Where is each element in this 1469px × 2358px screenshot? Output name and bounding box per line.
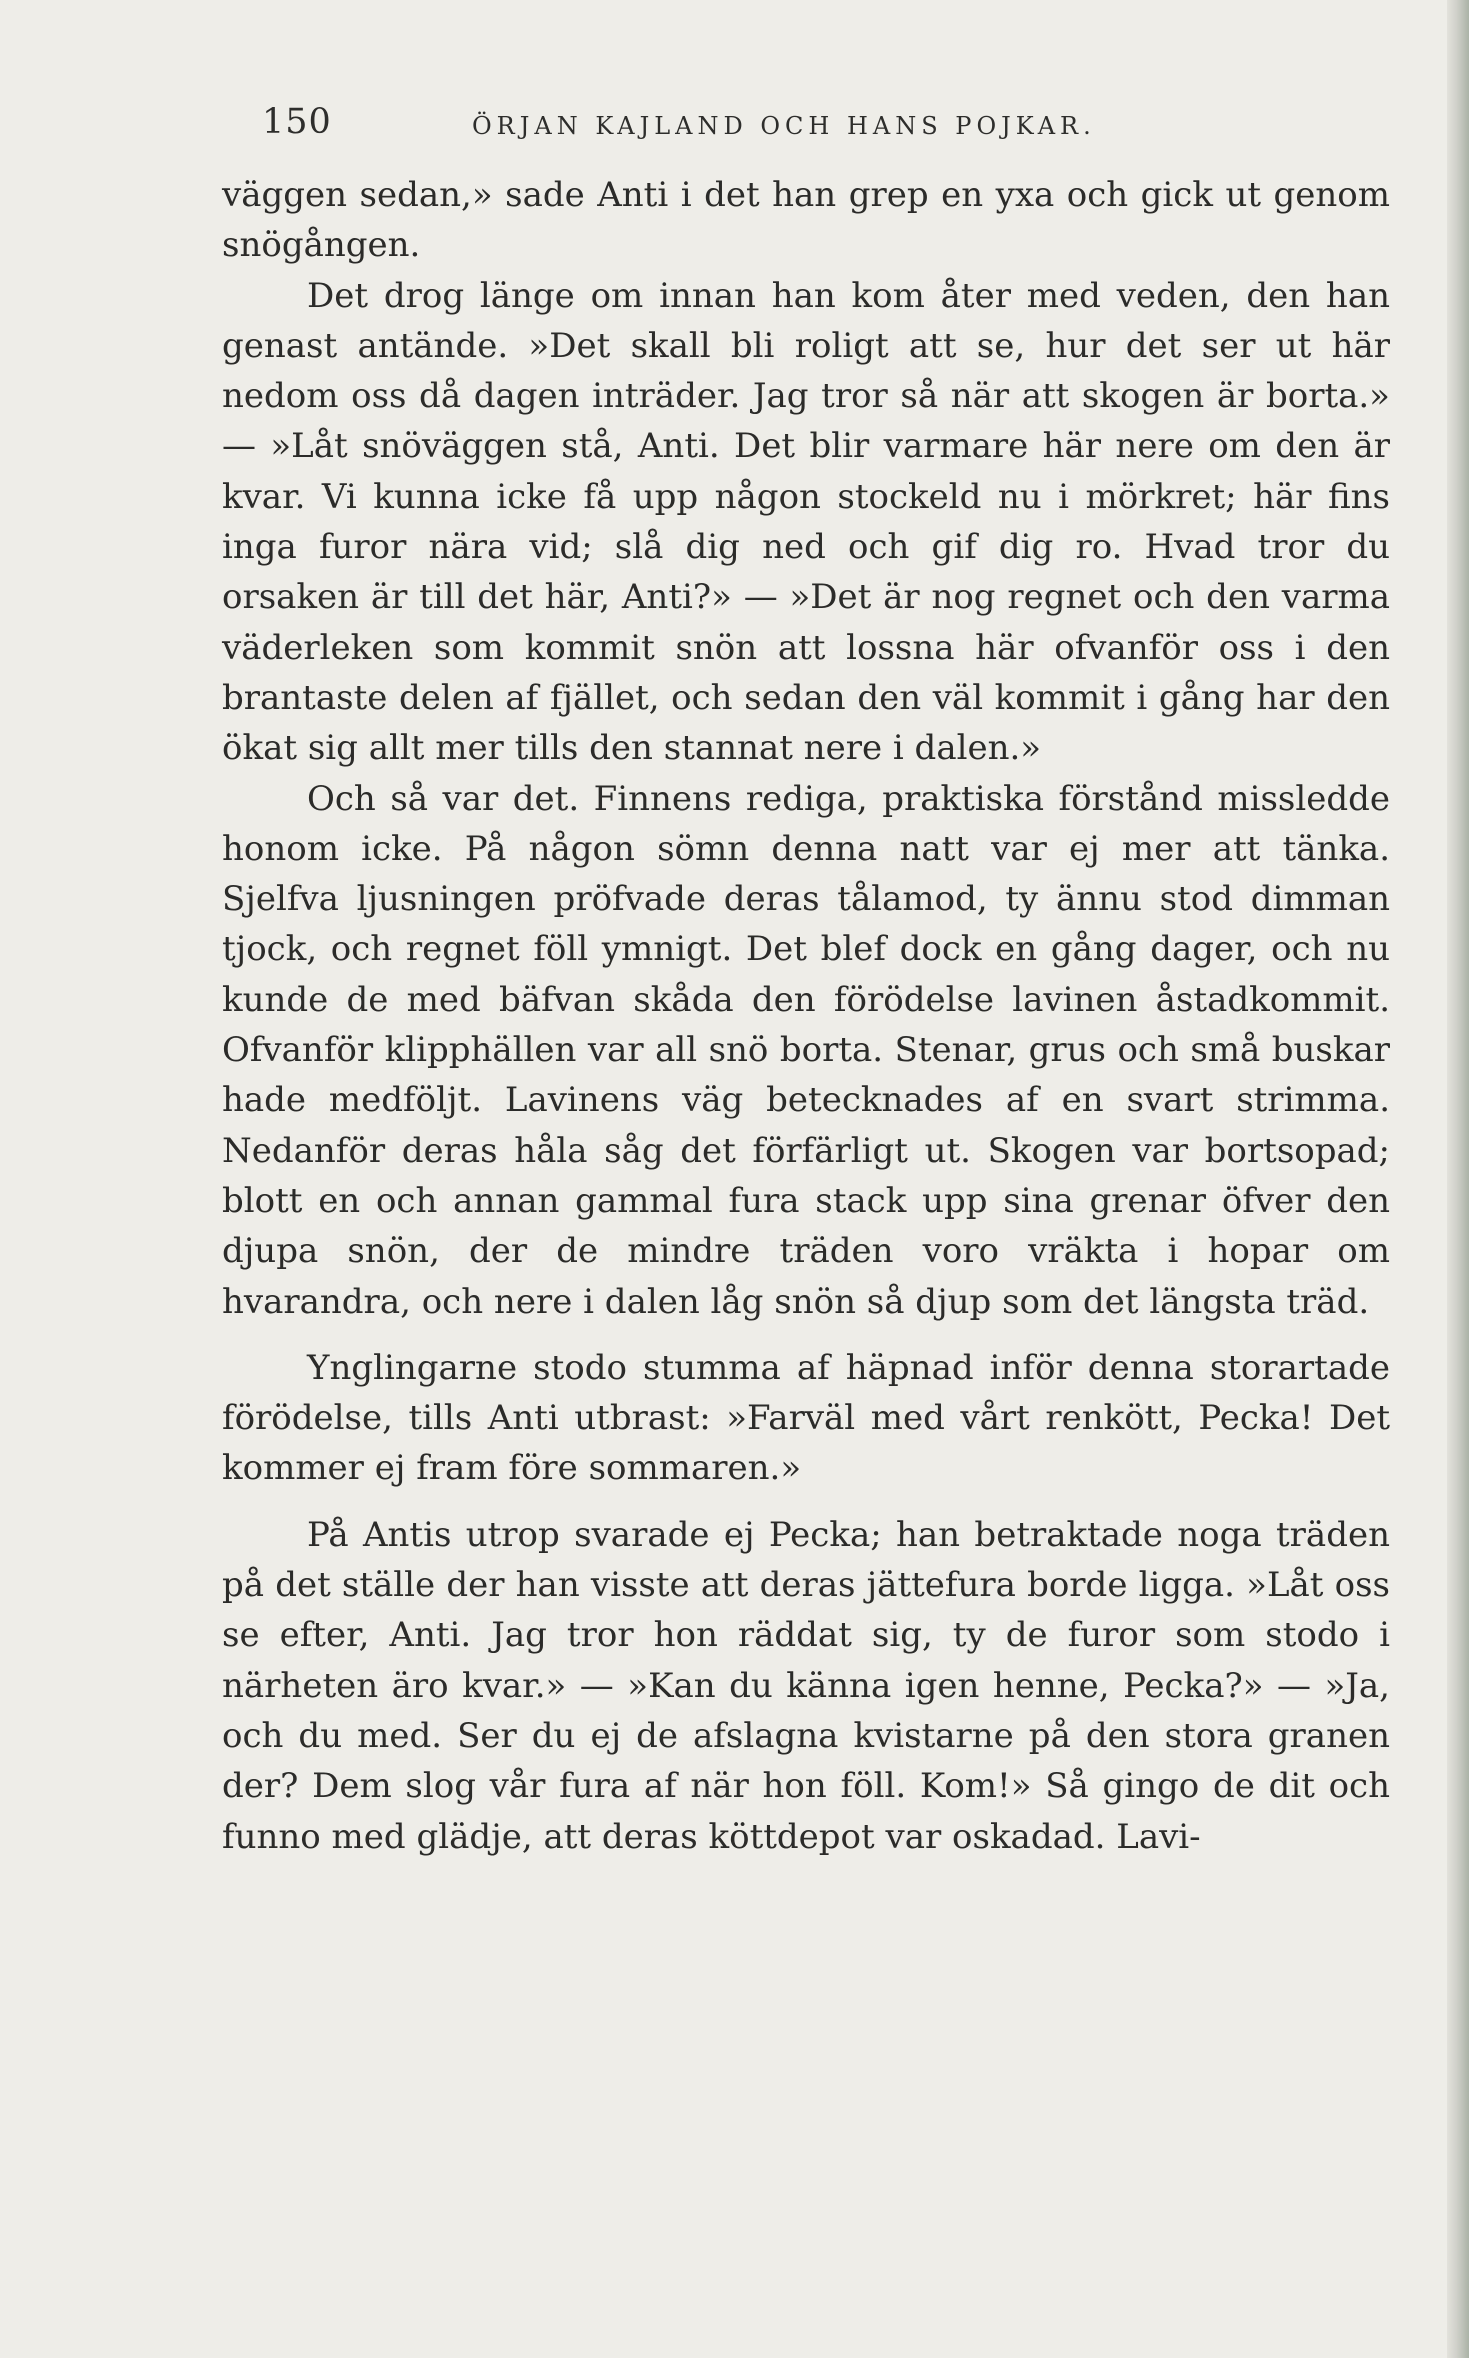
paragraph: Det drog länge om innan han kom åter med veden, den han genast antände. »Det skall bli roligt att se, hur det ser ut här nedom oss då dagen inträder. Jag tror så när att skogen är borta.» — »Låt snöväggen stå, Anti. Det blir varmare här nere om den är kvar. Vi kunna icke få upp någon stockeld nu i mörkret; här fins inga furor nära vid; slå dig ned och gif dig ro. Hvad tror du orsaken är till det här, Anti?» — »Det är nog regnet och den varma väderleken som kommit snön att lossna här ofvanför oss i den brantaste delen af fjället, och sedan den väl kommit i gång har den ökat sig allt mer tills den stannat nere i dalen.» bbox=[222, 275, 1390, 769]
running-header bbox=[262, 102, 1392, 146]
paragraph: Och så var det. Finnens rediga, praktiska förstånd missledde honom icke. På någon sömn denna natt var ej mer att tänka. Sjelfva ljusningen pröfvade deras tålamod, ty ännu stod dimman tjock, och regnet föll ymnigt. Det blef dock en gång dager, och nu kunde de med bäfvan skåda den förödelse lavinen åstadkommit. Ofvanför klipphällen var all snö borta. Stenar, grus och små buskar hade medföljt. Lavinens väg betecknades af en svart strimma. Nedanför deras håla såg det förfärligt ut. Skogen var bortsopad; blott en och annan gammal fura stack upp sina grenar öfver den djupa snön, der de mindre träden voro vräkta i hopar om hvarandra, och nere i dalen låg snön så djup som det längsta träd. bbox=[222, 778, 1390, 1322]
running-title: ÖRJAN KAJLAND OCH HANS POJKAR. bbox=[472, 112, 1096, 140]
page-number: 150 bbox=[262, 102, 332, 142]
paragraph: väggen sedan,» sade Anti i det han grep en yxa och gick ut genom snögången. bbox=[222, 175, 1390, 266]
body-text bbox=[222, 170, 1390, 1862]
page-edge bbox=[1447, 0, 1469, 2358]
paragraph: På Antis utrop svarade ej Pecka; han betraktade noga träden på det ställe der han visste att deras jättefura borde ligga. »Låt oss se efter, Anti. Jag tror hon räddat sig, ty de furor som stodo i närheten äro kvar.» — »Kan du känna igen henne, Pecka?» — »Ja, och du med. Ser du ej de afslagna kvistarne på den stora granen der? Dem slog vår fura af när hon föll. Kom!» Så gingo de dit och funno med glädje, att deras köttdepot var oskadad. Lavi- bbox=[222, 1514, 1390, 1857]
paragraph: Ynglingarne stodo stumma af häpnad inför denna storartade förödelse, tills Anti utbrast: »Farväl med vårt renkött, Pecka! Det kommer ej fram före sommaren.» bbox=[222, 1347, 1390, 1489]
